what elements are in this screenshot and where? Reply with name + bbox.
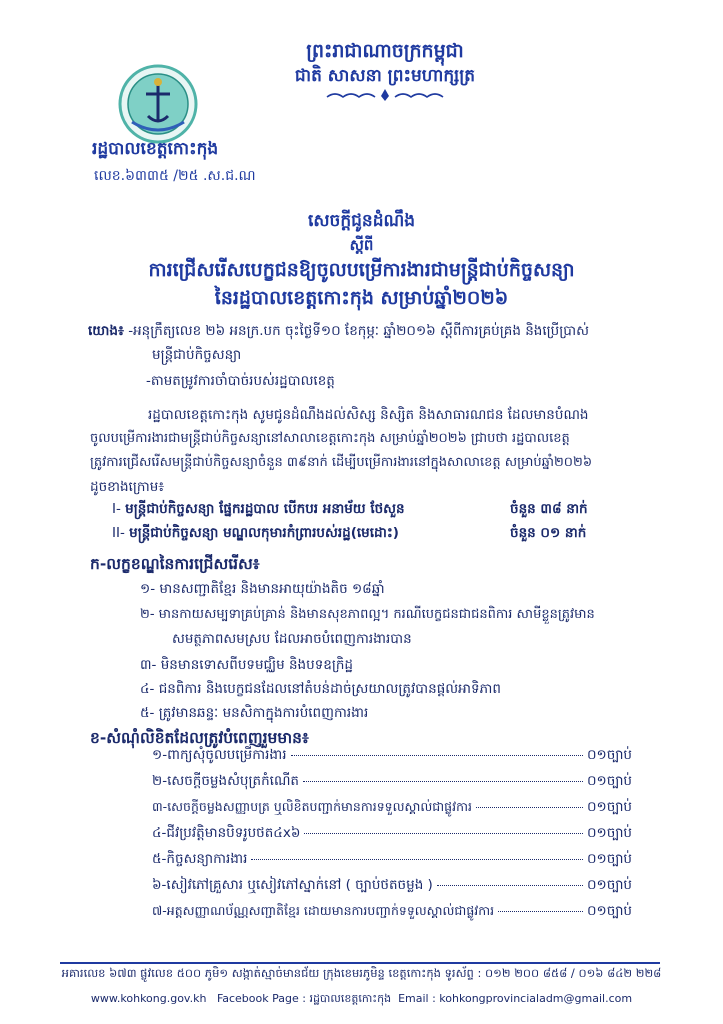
notice-subject-label: ស្តីពី	[349, 236, 374, 254]
footer-divider	[60, 962, 660, 964]
document-quantity: ០១ច្បាប់	[586, 903, 632, 919]
kingdom-name: ព្រះរាជាណាចក្រកម្ពុជា	[306, 40, 464, 62]
criteria-item: ៤- ជនពិការ និងបេក្ខជនដែលនៅតំបន់ដាច់ស្រយាលត្រូវបានផ្តល់អាទិភាព	[140, 681, 501, 697]
reference-line3: -តាមតម្រូវការចាំបាច់របស់រដ្ឋបាលខេត្ត	[146, 373, 335, 389]
footer-website-link[interactable]: www.kohkong.gov.kh	[90, 992, 207, 1005]
leader-dots	[304, 833, 583, 834]
leader-dots	[303, 781, 583, 782]
notice-subject-line1: ការជ្រើសរើសបេក្ខជនឱ្យចូលបម្រើការងារជាមន្ត្រីជាប់កិច្ចសន្យា	[148, 259, 575, 281]
document-quantity: ០១ច្បាប់	[586, 825, 632, 841]
issuing-office: រដ្ឋបាលខេត្តកោះកុង	[92, 139, 219, 159]
criteria-heading: ក-លក្ខខណ្ឌនៃការជ្រើសរើស៖	[90, 555, 260, 573]
document-name: ៣-សេចក្តីចម្លងសញ្ញាបត្រ ឬលិខិតបញ្ជាក់មានការទទួលស្គាល់ជាផ្លូវការ	[152, 799, 472, 814]
document-item	[152, 902, 632, 922]
document-quantity: ០១ច្បាប់	[586, 773, 632, 789]
criteria-item-continuation: សមត្ថភាពសមស្រប ដែលអាចបំពេញការងារបាន	[172, 631, 412, 647]
document-quantity: ០១ច្បាប់	[586, 851, 632, 867]
notice-subject-line2: នៃរដ្ឋបាលខេត្តកោះកុង សម្រាប់ឆ្នាំ២០២៦	[214, 287, 509, 309]
position-count: ចំនួន ៣៨ នាក់	[510, 501, 588, 517]
position-number: I-	[112, 501, 121, 517]
body-paragraph-line3: ត្រូវការជ្រើសរើសមន្ត្រីជាប់កិច្ចសន្យាចំនួន ៣៩នាក់ ដើម្បីបម្រើការងារនៅក្នុងសាលាខេត្ត សម្រាប់ឆ្នាំ២០២៦	[90, 455, 593, 470]
footer-email: Email : kohkongprovincialadm@gmail.com	[398, 992, 633, 1005]
leader-dots	[498, 911, 583, 912]
document-item	[152, 824, 632, 844]
position-name: មន្ត្រីជាប់កិច្ចសន្យា ផ្នែករដ្ឋបាល បើកបរ អនាម័យ ថែសួន	[125, 501, 405, 517]
body-paragraph-line4: ដូចខាងក្រោម៖	[90, 479, 165, 495]
criteria-item: ៣- មិនមានទោសពីបទមជ្ឈិម និងបទឧក្រិដ្ឋ	[140, 657, 353, 673]
leader-dots	[251, 859, 583, 860]
documents-heading: ខ-សំណុំលិខិតដែលត្រូវបំពេញរួមមាន៖	[90, 729, 309, 747]
reference-number: លេខ.៦៣៣៥ /២៥ .ស.ជ.ណ	[94, 168, 256, 184]
criteria-item: ៥- ត្រូវមានឆន្ទៈ មនសិកាក្នុងការបំពេញការងារ	[140, 705, 369, 721]
reference-label: យោង៖	[88, 323, 124, 339]
position-row	[112, 524, 399, 544]
document-quantity: ០១ច្បាប់	[586, 799, 632, 815]
document-name: ៤-ជីវប្រវត្តិមានបិទរូបថត៤x៦	[152, 825, 301, 841]
document-name: ៥-កិច្ចសន្យាការងារ	[152, 851, 248, 867]
criteria-item: ១- មានសញ្ជាតិខ្មែរ និងមានអាយុយ៉ាងតិច ១៨ឆ្នាំ	[140, 581, 385, 597]
notice-title: សេចក្តីជូនដំណឹង	[307, 211, 416, 231]
document-quantity: ០១ច្បាប់	[586, 877, 632, 893]
body-paragraph-line1: រដ្ឋបាលខេត្តកោះកុង សូមជូនដំណឹងដល់សិស្ស និស្សិត និងសាធារណជន ដែលមានបំណង	[148, 407, 589, 423]
document-item	[152, 798, 632, 818]
reference-line2: មន្ត្រីជាប់កិច្ចសន្យា	[152, 347, 242, 363]
document-name: ១-ពាក្យសុំចូលបម្រើការងារ	[152, 747, 287, 763]
position-number: II-	[112, 525, 125, 541]
document-name: ៧-អត្តសញ្ញាណប័ណ្ណសញ្ជាតិខ្មែរ ដោយមានការបញ្ជាក់ទទួលស្គាល់ជាផ្លូវការ	[152, 903, 495, 918]
position-count: ចំនួន ០១ នាក់	[510, 525, 587, 541]
position-name: មន្ត្រីជាប់កិច្ចសន្យា មណ្ឌលកុមារកំព្រារបស់រដ្ឋ(មេដោះ)	[129, 525, 399, 541]
document-name: ៦-សៀវភៅគ្រួសារ ឬសៀវភៅស្នាក់នៅ ( ច្បាប់ថតចម្លង )	[152, 877, 433, 893]
leader-dots	[291, 755, 583, 756]
document-quantity: ០១ច្បាប់	[586, 747, 632, 763]
document-item	[152, 772, 632, 792]
national-motto: ជាតិ សាសនា ព្រះមហាក្សត្រ	[294, 66, 476, 86]
criteria-item: ២- មានកាយសម្បទាគ្រប់គ្រាន់ និងមានសុខភាពល្អ។ ករណីបេក្ខជនជាជនពិការ សាមីខ្លួនត្រូវមាន	[140, 607, 595, 622]
position-row	[112, 500, 405, 520]
leader-dots	[437, 885, 583, 886]
kingdom-heading	[240, 38, 530, 88]
provincial-seal-icon	[118, 64, 198, 144]
document-item	[152, 850, 632, 870]
document-item	[152, 746, 632, 766]
body-paragraph-line2: ចូលបម្រើការងារជាមន្ត្រីជាប់កិច្ចសន្យានៅសាលាខេត្តកោះកុង សម្រាប់ឆ្នាំ២០២៦ ជ្រាបថា រដ្ឋបាលខេត្ត	[90, 431, 570, 446]
reference-line1	[88, 322, 589, 342]
footer-address: អគារលេខ ៦៧៣ ផ្លូវលេខ ៥០០ ភូមិ១ សង្កាត់ស្មាច់មានជ័យ ក្រុងខេមរភូមិន្ទ ខេត្តកោះកុង ទូរស័ព្ទ : ០១២ ២០០ ៨៥៨ / ០១៦ ៨៤២ ២២៨	[61, 966, 662, 980]
footer-facebook: Facebook Page : រដ្ឋបាលខេត្តកោះកុង	[216, 992, 392, 1005]
document-item	[152, 876, 632, 896]
leader-dots	[476, 807, 583, 808]
footer-contacts	[0, 992, 723, 1008]
ornament-icon	[325, 88, 445, 102]
document-name: ២-សេចក្តីចម្លងសំបុត្រកំណើត	[152, 773, 299, 789]
reference-text: -អនុក្រឹត្យលេខ ២៦ អនក្រ.បក ចុះថ្ងៃទី១០ ខែកុម្ភៈ ឆ្នាំ២០១៦ ស្តីពីការគ្រប់គ្រង និងប្រើប្រាស់	[128, 323, 589, 339]
